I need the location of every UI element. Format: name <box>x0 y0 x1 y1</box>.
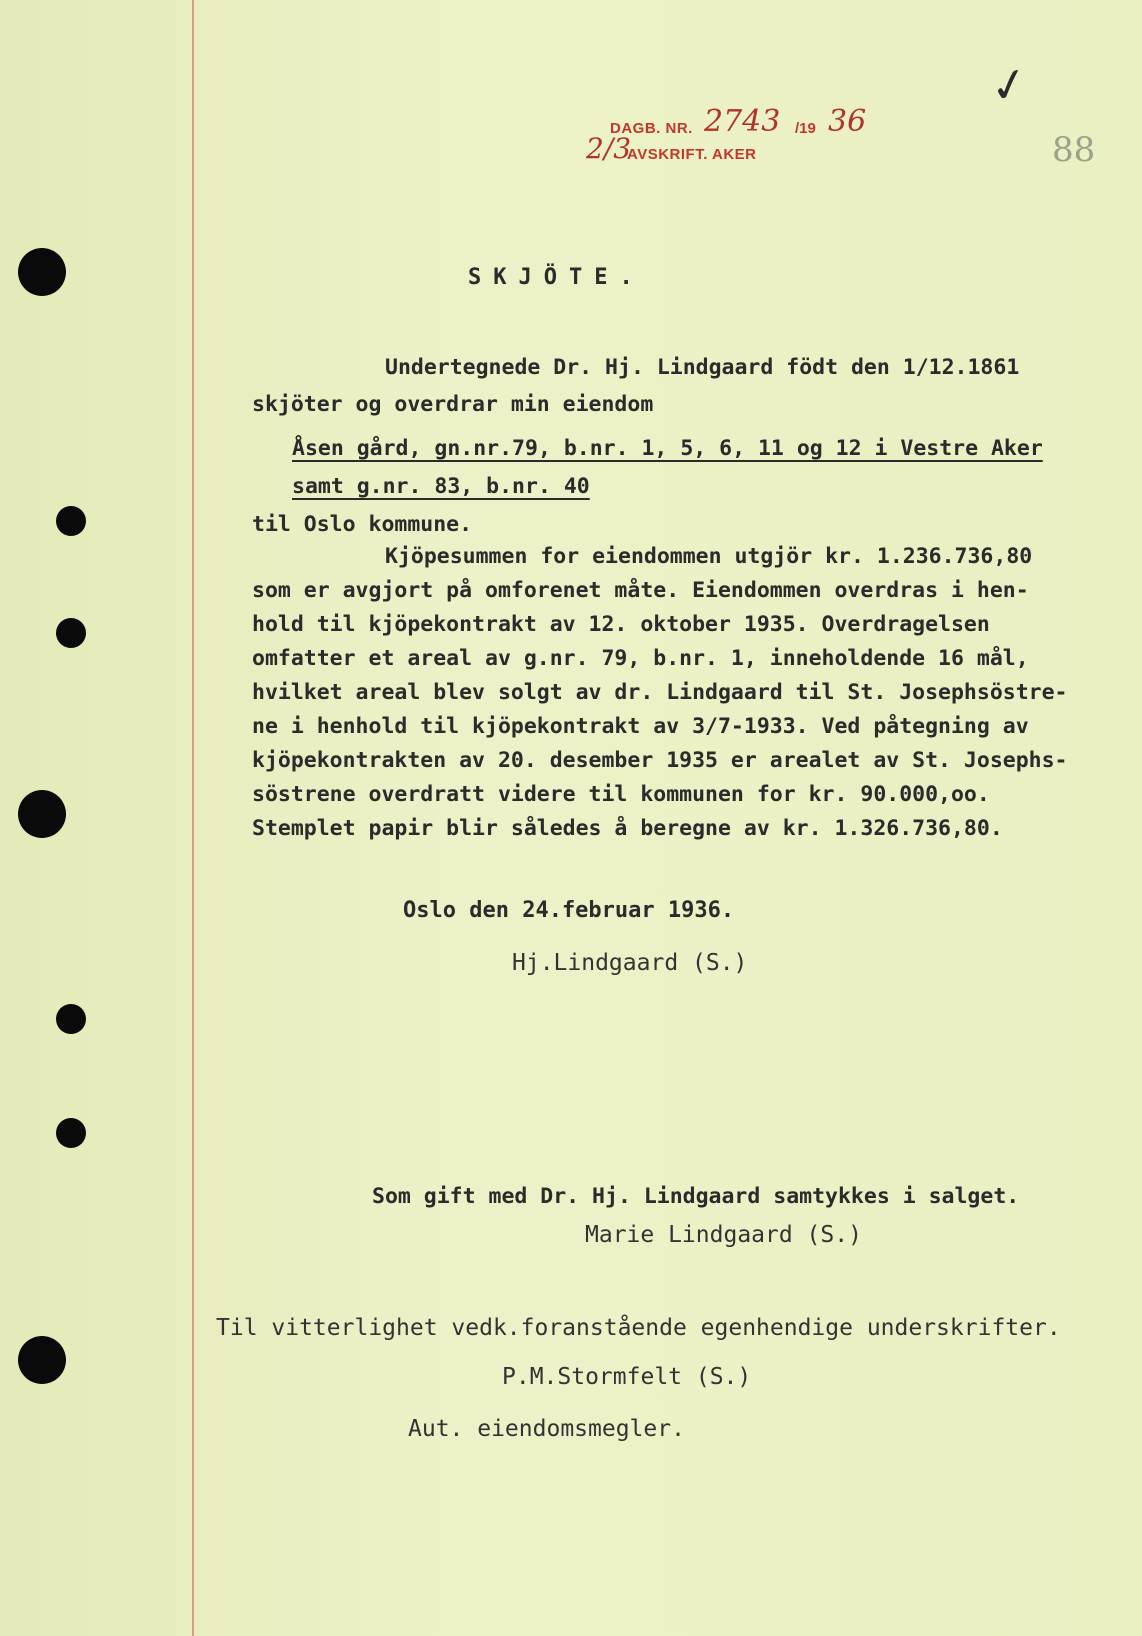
punch-hole <box>18 248 66 296</box>
property-line: Åsen gård, gn.nr.79, b.nr. 1, 5, 6, 11 og 12 i Vestre Aker <box>292 436 1043 461</box>
document-title: SKJÖTE. <box>468 265 645 290</box>
punch-hole <box>56 506 86 536</box>
text-line: hold til kjöpekontrakt av 12. oktober 1935. Overdragelsen <box>252 612 990 637</box>
property-line: samt g.nr. 83, b.nr. 40 <box>292 474 590 499</box>
text-line: Undertegnede Dr. Hj. Lindgaard födt den 1/12.1861 <box>385 355 1020 380</box>
signature-witness: P.M.Stormfelt (S.) <box>502 1364 752 1390</box>
text-line: söstrene overdratt videre til kommunen for kr. 90.000,oo. <box>252 782 990 807</box>
punch-hole <box>56 1004 86 1034</box>
checkmark-icon: ✓ <box>984 54 1034 116</box>
signature-spouse: Marie Lindgaard (S.) <box>585 1222 862 1248</box>
stamp-register-number: 2743 <box>704 104 781 139</box>
stamp-register-label: DAGB. NR. <box>610 120 693 137</box>
text-line: hvilket areal blev solgt av dr. Lindgaard til St. Josephsöstre- <box>252 680 1068 705</box>
text-line: til Oslo kommune. <box>252 512 473 537</box>
consent-line: Som gift med Dr. Hj. Lindgaard samtykkes i salget. <box>372 1184 1020 1209</box>
punch-hole <box>56 1118 86 1148</box>
text-line: kjöpekontrakten av 20. desember 1935 er arealet av St. Josephs- <box>252 748 1068 773</box>
stamp-year-prefix: /19 <box>795 120 816 137</box>
text-line: som er avgjort på omforenet måte. Eiendommen overdras i hen- <box>252 578 1029 603</box>
text-line: Kjöpesummen for eiendommen utgjör kr. 1.236.736,80 <box>385 544 1033 569</box>
punch-hole <box>18 790 66 838</box>
stamp-copy-label: AVSKRIFT. AKER <box>627 146 757 163</box>
text-line: omfatter et areal av g.nr. 79, b.nr. 1, inneholdende 16 mål, <box>252 646 1029 671</box>
signature-witness-title: Aut. eiendomsmegler. <box>408 1416 685 1442</box>
folio-number: 88 <box>1052 130 1096 170</box>
date-line: Oslo den 24.februar 1936. <box>403 898 735 923</box>
stamp-year-suffix: 36 <box>828 104 867 139</box>
text-line: Stemplet papir blir således å beregne av kr. 1.326.736,80. <box>252 816 1003 841</box>
witness-line: Til vitterlighet vedk.foranstående egenhendige underskrifter. <box>216 1315 1061 1341</box>
text-line: skjöter og overdrar min eiendom <box>252 392 654 417</box>
stamp-fraction: 2/3 <box>586 132 632 165</box>
signature-seller: Hj.Lindgaard (S.) <box>512 950 748 976</box>
margin-rule <box>192 0 194 1636</box>
text-line: ne i henhold til kjöpekontrakt av 3/7-1933. Ved påtegning av <box>252 714 1029 739</box>
punch-hole <box>56 618 86 648</box>
punch-hole <box>18 1336 66 1384</box>
